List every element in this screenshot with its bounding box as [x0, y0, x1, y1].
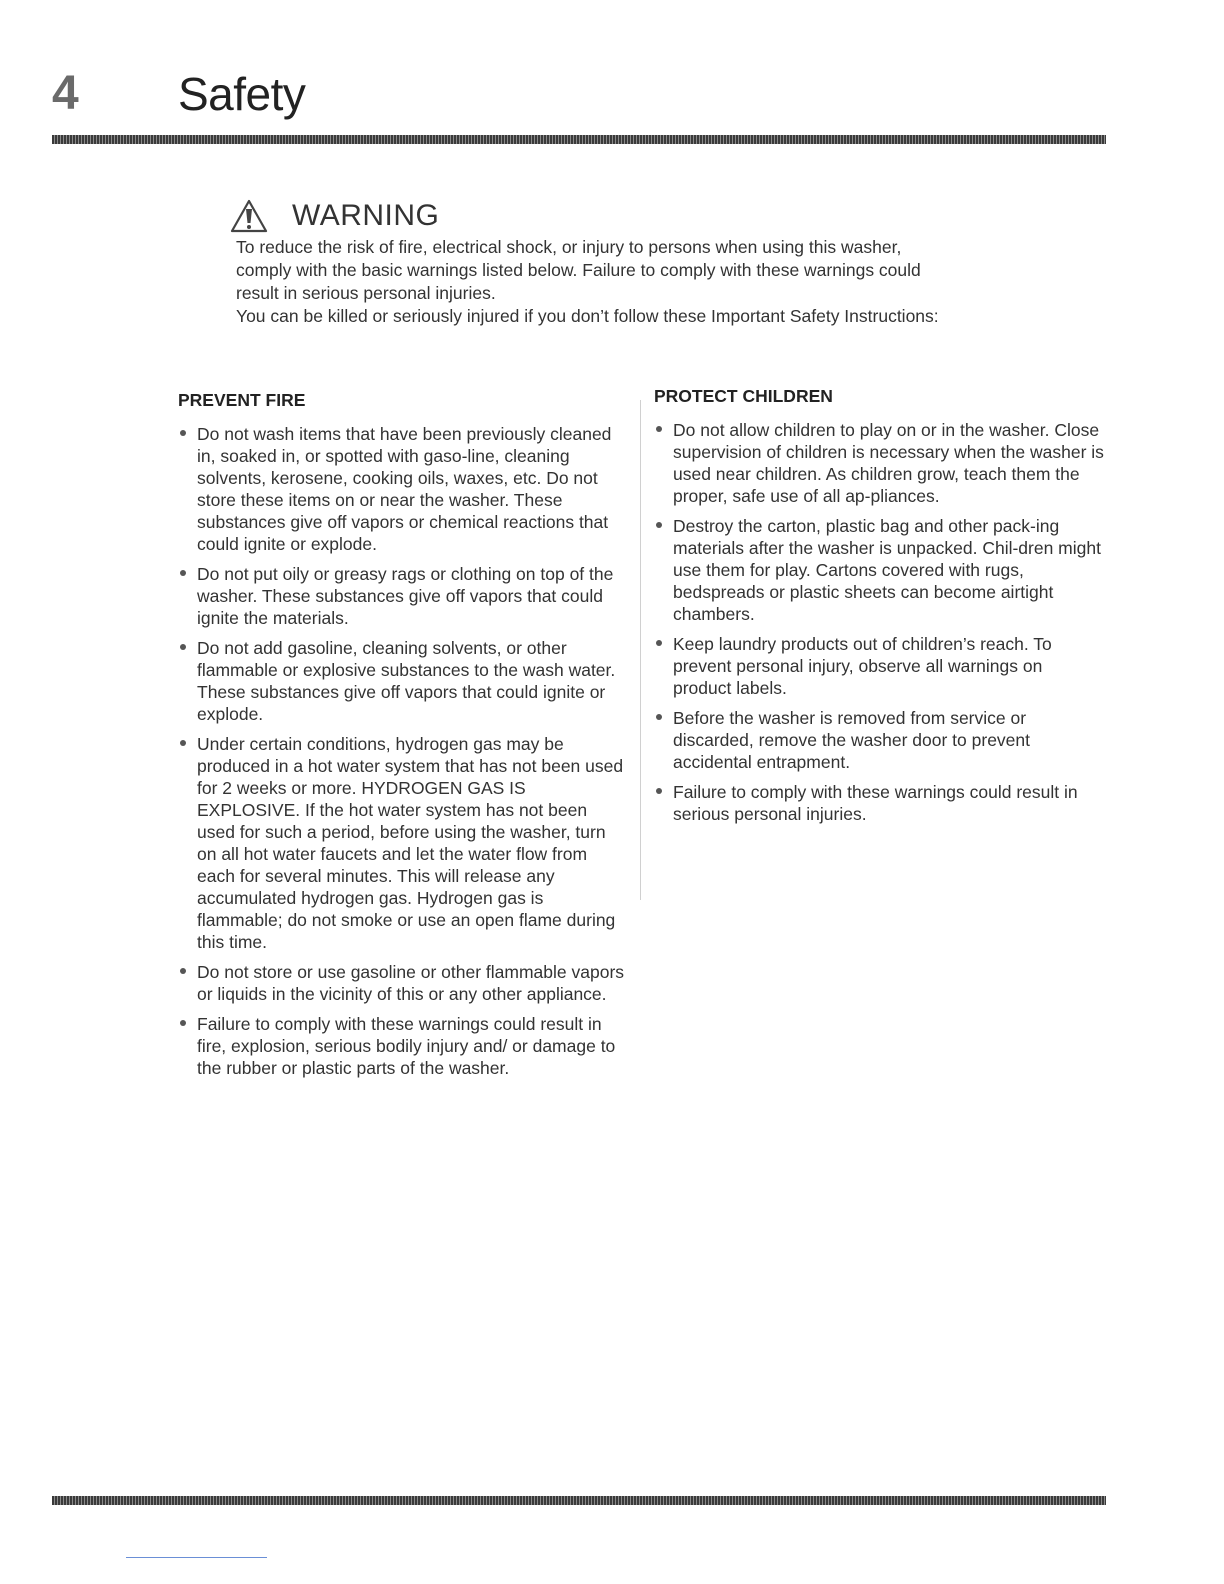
list-item [178, 423, 628, 555]
prevent-fire-heading: PREVENT FIRE [178, 390, 306, 410]
bullet-icon [180, 430, 186, 436]
protect-children-section [654, 385, 1104, 833]
page-number: 4 [52, 67, 79, 120]
column-divider [640, 400, 641, 900]
list-item-text: Do not add gasoline, cleaning solvents, or other flammable or explosive substances to the wash water. These substances give off vapors that could ignite or explode. [197, 638, 616, 724]
list-item-text: Do not wash items that have been previously cleaned in, soaked in, or spotted with gaso-line, cleaning solvents, kerosene, cooking oils, waxes, etc. Do not store these items on or near the washer. These substances give off vapors or chemical reactions that could ignite or explode. [197, 424, 612, 554]
warning-text [236, 236, 1096, 328]
bullet-icon [180, 570, 186, 576]
list-item [178, 961, 628, 1005]
header-rule [52, 135, 1106, 144]
list-item [178, 637, 628, 725]
protect-children-heading: PROTECT CHILDREN [654, 386, 833, 406]
list-item [178, 1013, 628, 1079]
bullet-icon [656, 788, 662, 794]
list-item-text: Do not allow children to play on or in the washer. Close supervision of children is necessary when the washer is used near children. As children grow, teach them the proper, safe use of all ap-pliances. [673, 420, 1104, 506]
bullet-icon [656, 640, 662, 646]
warning-title: WARNING [292, 199, 440, 232]
prevent-fire-list [178, 423, 628, 1079]
list-item-text: Failure to comply with these warnings could result in fire, explosion, serious bodily injury and/ or damage to the rubber or plastic parts of the washer. [197, 1014, 616, 1078]
list-item [178, 733, 628, 953]
list-item [654, 515, 1104, 625]
list-item-text: Under certain conditions, hydrogen gas may be produced in a hot water system that has not been used for 2 weeks or more. HYDROGEN GAS IS EXPLOSIVE. If the hot water system has not been used for such a period, before using the washer, turn on all hot water faucets and let the water flow from each for several minutes. This will release any accumulated hydrogen gas. Hydrogen gas is flammable; do not smoke or use an open flame during this time. [197, 734, 624, 952]
list-item [654, 633, 1104, 699]
list-item-text: Failure to comply with these warnings could result in serious personal injuries. [673, 782, 1078, 824]
list-item [178, 563, 628, 629]
bullet-icon [656, 714, 662, 720]
bullet-icon [180, 644, 186, 650]
footer-mark [126, 1557, 267, 1558]
warning-line: result in serious personal injuries. [236, 283, 496, 303]
bullet-icon [180, 968, 186, 974]
page-title: Safety [178, 68, 306, 120]
bullet-icon [656, 522, 662, 528]
list-item-text: Keep laundry products out of children’s reach. To prevent personal injury, observe all warnings on product labels. [673, 634, 1052, 698]
list-item [654, 707, 1104, 773]
list-item-text: Do not put oily or greasy rags or clothing on top of the washer. These substances give off vapors that could ignite the materials. [197, 564, 614, 628]
bullet-icon [656, 426, 662, 432]
protect-children-list [654, 419, 1104, 825]
warning-triangle-icon [230, 199, 268, 233]
list-item-text: Destroy the carton, plastic bag and other pack-ing materials after the washer is unpacked. Chil-dren might use them for play. Cartons covered with rugs, bedspreads or plastic sheets can become airtight chambers. [673, 516, 1101, 624]
bullet-icon [180, 740, 186, 746]
footer-rule [52, 1496, 1106, 1505]
warning-line: To reduce the risk of fire, electrical shock, or injury to persons when using this washer, [236, 237, 902, 257]
warning-header [236, 196, 1096, 236]
list-item [654, 781, 1104, 825]
list-item-text: Do not store or use gasoline or other flammable vapors or liquids in the vicinity of this or any other appliance. [197, 962, 625, 1004]
warning-block [236, 196, 1096, 328]
bullet-icon [180, 1020, 186, 1026]
warning-line: You can be killed or seriously injured if you don’t follow these Important Safety Instructions: [236, 306, 939, 326]
warning-line: comply with the basic warnings listed below. Failure to comply with these warnings could [236, 260, 921, 280]
list-item [654, 419, 1104, 507]
list-item-text: Before the washer is removed from service or discarded, remove the washer door to prevent accidental entrapment. [673, 708, 1030, 772]
prevent-fire-section [178, 389, 628, 1087]
